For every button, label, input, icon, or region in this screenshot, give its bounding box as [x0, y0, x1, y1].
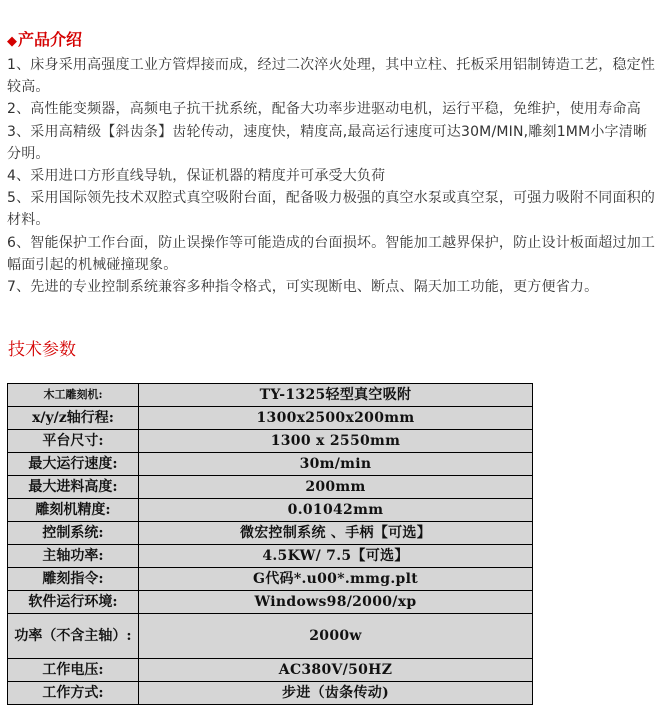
spec-value: 1300x2500x200mm — [139, 407, 533, 430]
table-row — [8, 453, 533, 476]
table-row — [8, 430, 533, 453]
table-row — [8, 591, 533, 614]
intro-heading-text: 产品介绍 — [18, 30, 83, 49]
table-row — [8, 499, 533, 522]
feature-item: 6、智能保护工作台面，防止误操作等可能造成的台面损坏。智能加工越界保护，防止设计板面超过加工幅面引起的机械碰撞现象。 — [7, 234, 656, 273]
table-row — [8, 384, 533, 407]
intro-heading — [7, 30, 82, 52]
spec-value: TY-1325轻型真空吸附 — [139, 384, 533, 407]
table-row — [8, 476, 533, 499]
feature-item: 7、先进的专业控制系统兼容多种指令格式，可实现断电、断点、隔天加工功能，更方便省力。 — [7, 279, 599, 296]
spec-label: 最大进料高度: — [8, 476, 139, 499]
table-row — [8, 614, 533, 659]
spec-label: 控制系统: — [8, 522, 139, 545]
spec-value: 1300 x 2550mm — [139, 430, 533, 453]
table-row — [8, 545, 533, 568]
feature-item: 3、采用高精级【斜齿条】齿轮传动，速度快，精度高,最高运行速度可达30M/MIN,雕刻1MM小字清晰分明。 — [7, 123, 648, 162]
spec-label: 雕刻机精度: — [8, 499, 139, 522]
spec-label: 雕刻指令: — [8, 568, 139, 591]
diamond-icon: ◆ — [7, 34, 17, 49]
spec-value: 微宏控制系统 、手柄【可选】 — [139, 522, 533, 545]
feature-item: 4、采用进口方形直线导轨，保证机器的精度并可承受大负荷 — [7, 168, 386, 185]
spec-value: 步进（齿条传动) — [139, 682, 533, 705]
spec-label: 木工雕刻机: — [8, 384, 139, 407]
spec-label: 平台尺寸: — [8, 430, 139, 453]
spec-value: 2000w — [139, 614, 533, 659]
table-row — [8, 659, 533, 682]
feature-item: 5、采用国际领先技术双腔式真空吸附台面，配备吸力极强的真空水泵或真空泵，可强力吸附不同面积的材料。 — [7, 190, 656, 229]
spec-value: Windows98/2000/xp — [139, 591, 533, 614]
spec-value: 0.01042mm — [139, 499, 533, 522]
spec-label: 最大运行速度: — [8, 453, 139, 476]
spec-table — [7, 383, 533, 705]
table-row — [8, 522, 533, 545]
spec-label: 主轴功率: — [8, 545, 139, 568]
spec-heading: 技术参数 — [8, 340, 76, 360]
spec-label: 工作电压: — [8, 659, 139, 682]
table-row — [8, 568, 533, 591]
spec-value: 30m/min — [139, 453, 533, 476]
feature-item: 2、高性能变频器，高频电子抗干扰系统，配备大功率步进驱动电机，运行平稳，免维护，使用寿命高 — [7, 101, 641, 118]
spec-label: 功率（不含主轴）: — [8, 614, 139, 659]
spec-value: 200mm — [139, 476, 533, 499]
spec-label: 工作方式: — [8, 682, 139, 705]
table-row — [8, 407, 533, 430]
spec-label: x/y/z轴行程: — [8, 407, 139, 430]
feature-item: 1、床身采用高强度工业方管焊接而成，经过二次淬火处理，其中立柱、托板采用铝制铸造工艺，稳定性较高。 — [7, 57, 656, 96]
spec-value: 4.5KW/ 7.5【可选】 — [139, 545, 533, 568]
spec-value: AC380V/50HZ — [139, 659, 533, 682]
feature-list — [7, 54, 657, 298]
spec-label: 软件运行环境: — [8, 591, 139, 614]
spec-value: G代码*.u00*.mmg.plt — [139, 568, 533, 591]
table-row — [8, 682, 533, 705]
